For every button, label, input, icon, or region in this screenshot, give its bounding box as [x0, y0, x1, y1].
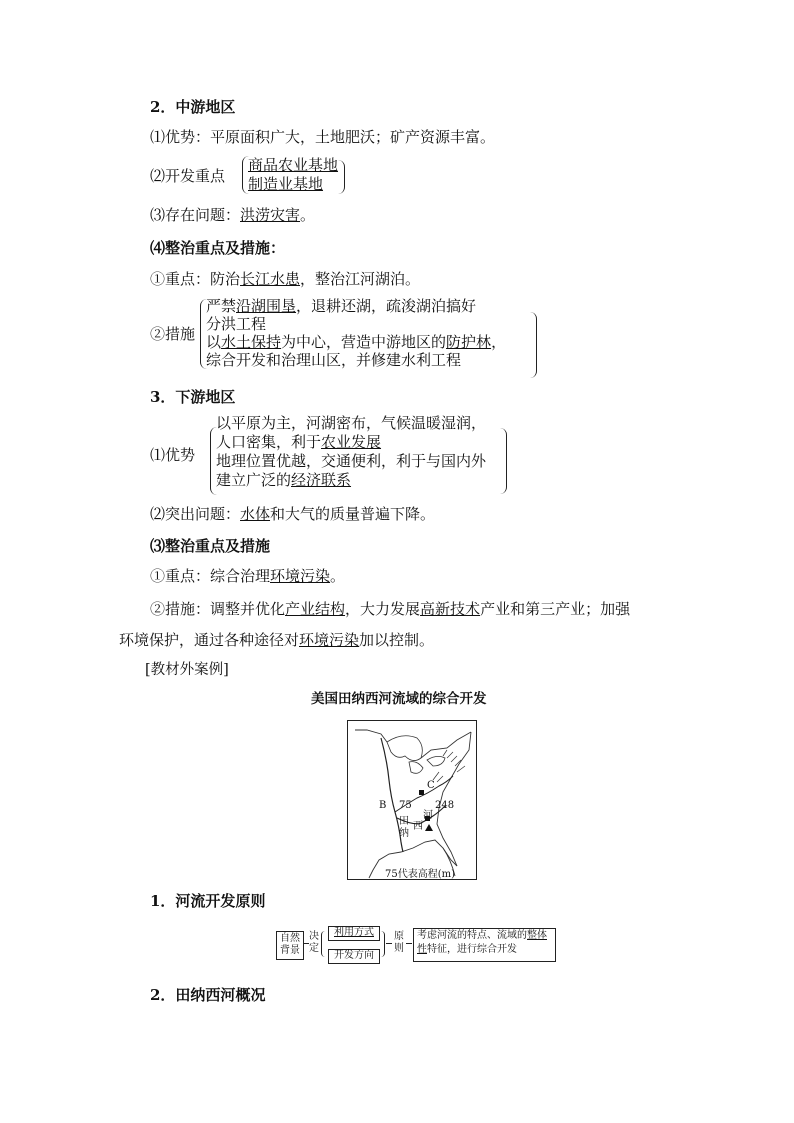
map-label-he: 河 — [423, 810, 433, 821]
box-natural-background: 自然背景 — [276, 931, 304, 960]
down-adv-line-4: 建立广泛的经济联系 — [216, 471, 352, 489]
map-label-75: 75 — [399, 800, 412, 811]
down-adv-brace-right — [500, 428, 507, 494]
down-adv-label: ⑴优势 — [150, 446, 196, 464]
measures-lines — [206, 297, 506, 369]
down-measures-title: ⑶整治重点及措施 — [150, 537, 271, 555]
down-measures-line1: ②措施：调整并优化产业结构，大力发展高新技术产业和第三产业；加强 — [150, 600, 631, 618]
map-label-xi: 西 — [413, 821, 423, 832]
key-pre: ①重点：防治 — [150, 270, 241, 288]
section-title-midstream: 2．中游地区 — [150, 98, 236, 116]
map-label-b: B — [379, 800, 387, 811]
adv-text: 平原面积广大，土地肥沃；矿产资源丰富。 — [210, 128, 496, 146]
connector-3 — [406, 943, 412, 944]
measures-label: ②措施 — [150, 325, 196, 343]
connector-2 — [386, 943, 392, 944]
measure-line-3: 以水土保持为中心，营造中游地区的防护林， — [206, 333, 507, 351]
map-label-248: 248 — [435, 800, 455, 811]
map-label-tian: 田 — [399, 816, 409, 827]
down-adv-line-3: 地理位置优越，交通便利，利于与国内外 — [216, 452, 487, 470]
problem-end: 。 — [300, 206, 316, 224]
extra-case-bracket: [教材外案例] — [145, 662, 229, 678]
down-adv-lines — [216, 414, 486, 490]
midstream-measures-title: ⑷整治重点及措施： — [150, 239, 286, 257]
principle-diagram — [276, 925, 556, 965]
map-label-na: 纳 — [399, 828, 409, 839]
down-adv-line-1: 以平原为主，河湖密布，气候温暖湿润， — [216, 414, 487, 432]
key-post: ，整治江河湖泊。 — [300, 270, 421, 288]
down-measures-line2: 环境保护，通过各种途径对环境污染加以控制。 — [119, 631, 435, 649]
problem-label: ⑶存在问题： — [150, 206, 241, 224]
decide-label: 决定 — [309, 931, 319, 954]
measures-brace-right — [530, 312, 537, 378]
box-usage: 利用方式 — [328, 926, 380, 941]
section-title-tennessee: 2．田纳西河概况 — [150, 986, 266, 1004]
principle-label: 原则 — [394, 931, 404, 954]
key-keyword: 长江水患 — [240, 270, 301, 288]
measure-line-4: 综合开发和治理山区，并修建水利工程 — [206, 351, 462, 369]
midstream-problem — [150, 205, 315, 225]
midstream-advantage — [150, 127, 495, 147]
map-svg — [347, 720, 477, 880]
down-key: ①重点：综合治理环境污染。 — [150, 567, 346, 585]
section-title-downstream: 3．下游地区 — [150, 388, 236, 406]
principle-brace — [379, 931, 385, 957]
section-title-principle: 1．河流开发原则 — [150, 892, 266, 910]
map-label-c: C — [427, 780, 435, 791]
focus-item-2: 制造业基地 — [248, 175, 324, 193]
measure-line-1: 严禁沿湖围垦，退耕还湖，疏浚湖泊搞好 — [206, 297, 477, 315]
problem-keyword: 洪涝灾害 — [240, 206, 301, 224]
tennessee-map — [347, 720, 477, 880]
adv-label: ⑴优势： — [150, 128, 211, 146]
focus-item-1: 商品农业基地 — [248, 156, 339, 174]
focus-brace-right — [338, 160, 345, 194]
midstream-key — [150, 269, 420, 289]
box-principle-result: 考虑河流的特点、流域的整体性特征，进行综合开发 — [413, 928, 556, 962]
focus-items — [248, 156, 338, 194]
decide-brace — [321, 931, 327, 957]
focus-label: ⑵开发重点 — [150, 167, 226, 185]
measure-line-2: 分洪工程 — [206, 315, 267, 333]
down-adv-line-2: 人口密集，利于农业发展 — [216, 433, 382, 451]
map-caption: 75代表高程(m) — [385, 869, 456, 880]
down-problem: ⑵突出问题：水体和大气的质量普遍下降。 — [150, 505, 436, 523]
box-direction: 开发方向 — [328, 949, 380, 964]
case-title: 美国田纳西河流域的综合开发 — [311, 691, 487, 707]
